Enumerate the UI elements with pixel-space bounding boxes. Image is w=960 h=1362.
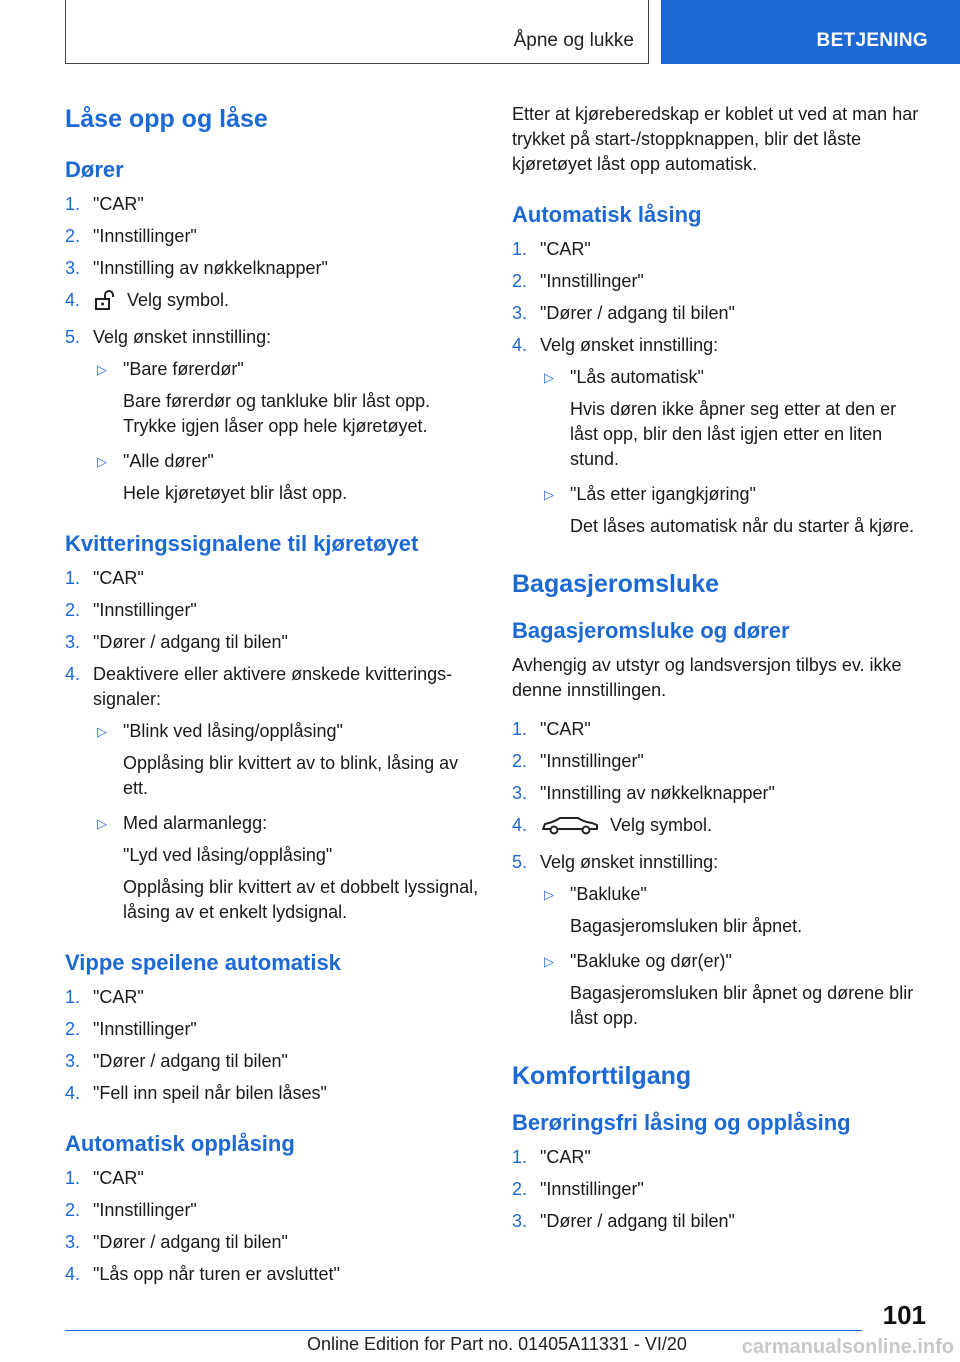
option-item: ▷ "Bare førerdør" Bare førerdør og tankluke blir låst opp. Trykke igjen låser opp hele kjøretøyet.	[97, 359, 431, 436]
ack-options	[93, 719, 480, 925]
list-item: 2. "Innstillinger"	[512, 271, 644, 291]
triangle-bullet-icon: ▷	[97, 362, 107, 377]
triangle-bullet-icon: ▷	[544, 887, 554, 902]
option-item: ▷ "Lås automatisk" Hvis døren ikke åpner seg etter at den er låst opp, blir den låst igjen etter en liten stund.	[544, 367, 897, 469]
doors-steps	[65, 192, 480, 506]
trunk-steps	[512, 717, 927, 1031]
chapter-tab[interactable]	[661, 0, 960, 64]
comfort-steps	[512, 1145, 927, 1234]
mirrors-steps	[65, 985, 480, 1106]
trunk-options	[540, 882, 927, 1031]
list-item: 3. "Dører / adgang til bilen"	[512, 1211, 735, 1231]
list-item: 3. "Innstilling av nøkkelknapper"	[512, 783, 775, 803]
list-item: 4. "Fell inn speil når bilen låses"	[65, 1083, 327, 1103]
option-item: ▷ "Lås etter igangkjøring" Det låses automatisk når du starter å kjøre.	[544, 484, 915, 536]
heading-doors: Dører	[65, 157, 124, 182]
list-item: 2. "Innstillinger"	[512, 751, 644, 771]
list-item: 3. "Innstilling av nøkkelknapper"	[65, 258, 328, 278]
watermark: carmanualsonline.info	[741, 1336, 954, 1358]
list-item: 4. Velg symbol.	[512, 813, 927, 843]
autolock-steps	[512, 237, 927, 539]
footer-divider	[65, 1330, 862, 1331]
intro-paragraph: Etter at kjøreberedskap er koblet ut ved at man har trykket på start-/stoppknappen, blir det låste kjøretøyet låst opp automatisk.	[512, 104, 919, 174]
triangle-bullet-icon: ▷	[97, 724, 107, 739]
list-item: 3. "Dører / adgang til bilen"	[65, 632, 288, 652]
heading-contactless: Berøringsfri låsing og opplåsing	[512, 1110, 851, 1135]
autounlock-steps	[65, 1166, 480, 1287]
triangle-bullet-icon: ▷	[97, 816, 107, 831]
heading-comfort-access: Komforttilgang	[512, 1062, 692, 1090]
triangle-bullet-icon: ▷	[544, 370, 554, 385]
heading-auto-lock: Automatisk låsing	[512, 202, 702, 227]
triangle-bullet-icon: ▷	[544, 487, 554, 502]
list-item: 2. "Innstillinger"	[65, 1019, 197, 1039]
list-item: 2. "Innstillinger"	[65, 600, 197, 620]
list-item: 5. Velg ønsket innstilling: ▷ "Bakluke" Bagasjeromsluken blir åpnet. ▷ "Bakluke og dør(er)" Bagasjeromsluken blir åpnet og dørene blir låst opp.	[512, 850, 927, 1031]
heading-trunk: Bagasjeromsluke	[512, 570, 720, 598]
option-item: ▷ "Bakluke og dør(er)" Bagasjeromsluken blir åpnet og dørene blir låst opp.	[544, 951, 914, 1028]
ack-steps	[65, 566, 480, 925]
footer-edition-text: Online Edition for Part no. 01405A11331 - VI/20	[307, 1334, 687, 1354]
option-item: ▷ "Bakluke" Bagasjeromsluken blir åpnet.	[544, 884, 803, 936]
list-item: 3. "Dører / adgang til bilen"	[65, 1232, 288, 1252]
list-item: 1. "CAR"	[65, 194, 144, 214]
triangle-bullet-icon: ▷	[544, 954, 554, 969]
car-trunk-icon	[540, 814, 600, 843]
list-item: 2. "Innstillinger"	[512, 1179, 644, 1199]
doors-options	[93, 357, 480, 506]
list-item: 5. Velg ønsket innstilling: ▷ "Bare førerdør" Bare førerdør og tankluke blir låst opp. Trykke igjen låser opp hele kjøretøyet. ▷ "Alle dører" Hele kjøretøyet blir låst opp.	[65, 325, 480, 506]
list-item: 4. Deaktivere eller aktivere ønskede kvitteringssignaler: ▷ "Blink ved låsing/opplåsing" Opplåsing blir kvittert av to blink, låsing av ett. ▷ Med alarmanlegg: "Lyd ved låsing/opplåsing" Opplåsing blir kvittert av et dobbelt lyssignal, låsing av et enkelt lydsignal.	[65, 662, 480, 925]
section-title: Åpne og lukke	[513, 30, 634, 51]
heading-unlock-lock: Låse opp og låse	[65, 105, 268, 133]
list-item: 4. Velg ønsket innstilling: ▷ "Lås automatisk" Hvis døren ikke åpner seg etter at den er låst opp, blir den låst igjen etter en liten stund. ▷ "Lås etter igangkjøring" Det låses automatisk når du starter å kjøre.	[512, 333, 927, 539]
list-item: 2. "Innstillinger"	[65, 1200, 197, 1220]
list-item: 1. "CAR"	[65, 987, 144, 1007]
heading-trunk-doors: Bagasjeromsluke og dører	[512, 618, 790, 643]
heading-ack-signals: Kvitteringssignalene til kjøretøyet	[65, 531, 419, 556]
chapter-tab-label: BETJENING	[816, 30, 928, 51]
option-item: ▷ "Blink ved låsing/opplåsing" Opplåsing blir kvittert av to blink, låsing av ett.	[97, 721, 459, 798]
list-item: 1. "CAR"	[512, 719, 591, 739]
unlock-icon	[93, 289, 117, 318]
list-item: 3. "Dører / adgang til bilen"	[512, 303, 735, 323]
autolock-options	[540, 365, 927, 539]
heading-mirrors: Vippe speilene automatisk	[65, 950, 341, 975]
page-number: 101	[882, 1300, 926, 1330]
list-item: 1. "CAR"	[65, 1168, 144, 1188]
right-column	[512, 102, 927, 1241]
list-item: 4. "Lås opp når turen er avsluttet"	[65, 1264, 340, 1284]
left-column	[65, 100, 480, 1294]
trunk-intro: Avhengig av utstyr og landsversjon tilbys ev. ikke denne innstillingen.	[512, 655, 902, 700]
list-item: 4. Velg symbol.	[65, 288, 480, 318]
list-item: 2. "Innstillinger"	[65, 226, 197, 246]
header-title-box	[65, 0, 649, 64]
option-item: ▷ "Alle dører" Hele kjøretøyet blir låst opp.	[97, 451, 348, 503]
list-item: 3. "Dører / adgang til bilen"	[65, 1051, 288, 1071]
list-item: 1. "CAR"	[512, 1147, 591, 1167]
list-item: 1. "CAR"	[512, 239, 591, 259]
list-item: 1. "CAR"	[65, 568, 144, 588]
option-item: ▷ Med alarmanlegg: "Lyd ved låsing/opplåsing" Opplåsing blir kvittert av et dobbelt lyssignal, låsing av et enkelt lydsignal.	[97, 813, 479, 922]
heading-auto-unlock: Automatisk opplåsing	[65, 1131, 295, 1156]
triangle-bullet-icon: ▷	[97, 454, 107, 469]
